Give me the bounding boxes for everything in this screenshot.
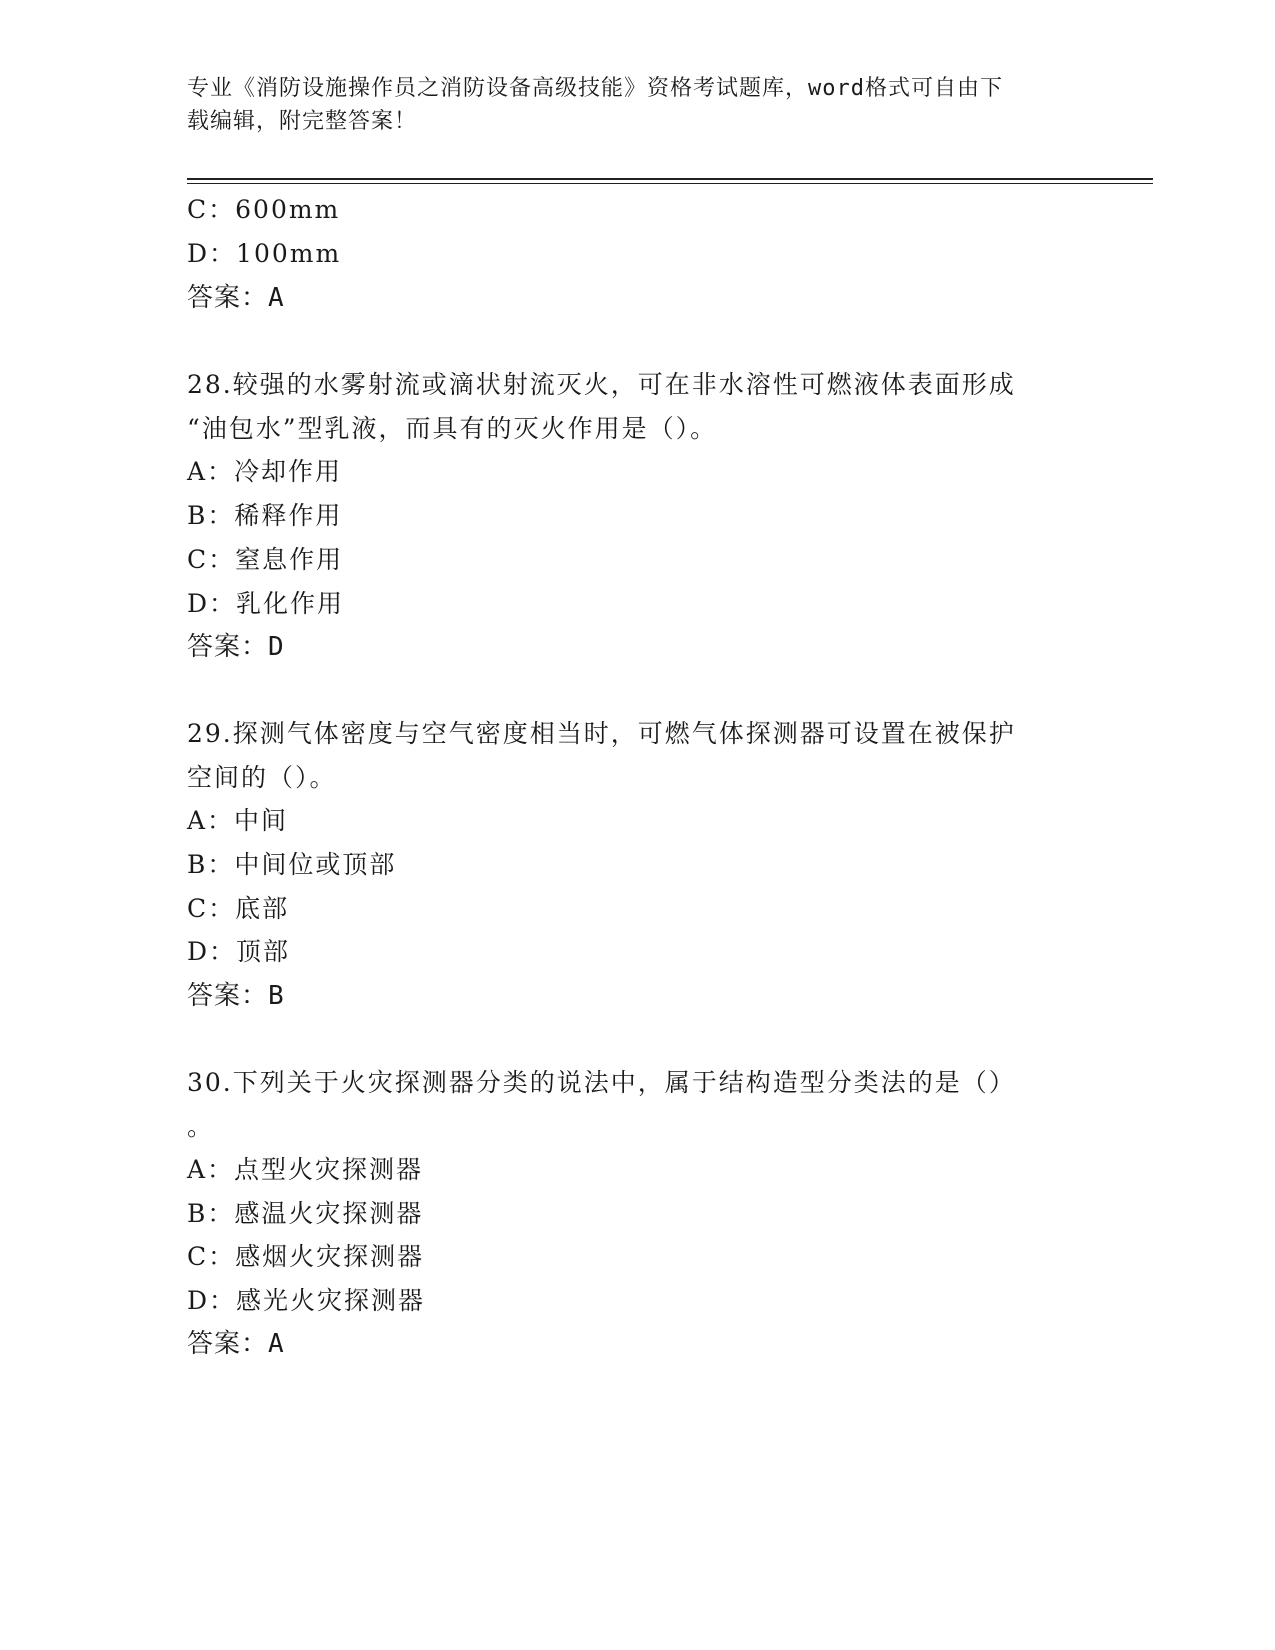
answer-label: 答案： bbox=[187, 981, 269, 1011]
q29-option-a: A：中间 bbox=[187, 806, 289, 835]
document-header bbox=[187, 72, 1087, 138]
answer-label: 答案： bbox=[187, 283, 269, 313]
header-line-1: 专业《消防设施操作员之消防设备高级技能》资格考试题库，word格式可自由下 bbox=[187, 76, 1003, 101]
header-line-2: 载编辑，附完整答案！ bbox=[187, 109, 418, 134]
q28-option-b: B：稀释作用 bbox=[187, 501, 343, 530]
q29-option-d: D：顶部 bbox=[187, 937, 291, 966]
answer-value: B bbox=[268, 981, 285, 1011]
q28-stem-line-1: 28.较强的水雾射流或滴状射流灭火，可在非水溶性可燃液体表面形成 bbox=[187, 370, 1016, 399]
answer-value: D bbox=[268, 632, 285, 662]
q28-answer bbox=[187, 630, 285, 664]
answer-value: A bbox=[268, 1329, 285, 1359]
q29-stem-line-2: 空间的（）。 bbox=[187, 763, 337, 792]
q30-option-a: A：点型火灾探测器 bbox=[187, 1155, 424, 1184]
q30-stem-line-1: 30.下列关于火灾探测器分类的说法中，属于结构造型分类法的是（） bbox=[187, 1068, 1016, 1097]
q30-option-b: B：感温火灾探测器 bbox=[187, 1199, 424, 1228]
header-divider-thin bbox=[187, 183, 1153, 184]
q30-answer bbox=[187, 1327, 285, 1361]
answer-value: A bbox=[268, 283, 285, 313]
q29-stem-line-1: 29.探测气体密度与空气密度相当时，可燃气体探测器可设置在被保护 bbox=[187, 719, 1016, 748]
prev-option-d: D：100mm bbox=[187, 239, 342, 268]
prev-answer bbox=[187, 281, 285, 315]
q28-option-a: A：冷却作用 bbox=[187, 457, 343, 486]
answer-label: 答案： bbox=[187, 632, 269, 662]
q28-option-c: C：窒息作用 bbox=[187, 545, 344, 574]
q28-stem-line-2: “油包水”型乳液，而具有的灭火作用是（）。 bbox=[187, 414, 718, 443]
answer-label: 答案： bbox=[187, 1329, 269, 1359]
q28-option-d: D：乳化作用 bbox=[187, 589, 345, 618]
q30-option-d: D：感光火灾探测器 bbox=[187, 1286, 426, 1315]
prev-option-c: C：600mm bbox=[187, 195, 341, 224]
q29-answer bbox=[187, 979, 285, 1013]
q29-option-b: B：中间位或顶部 bbox=[187, 850, 397, 879]
q30-stem-line-2: 。 bbox=[187, 1112, 215, 1141]
q29-option-c: C：底部 bbox=[187, 894, 290, 923]
header-divider-thick bbox=[187, 178, 1153, 180]
q30-option-c: C：感烟火灾探测器 bbox=[187, 1242, 425, 1271]
